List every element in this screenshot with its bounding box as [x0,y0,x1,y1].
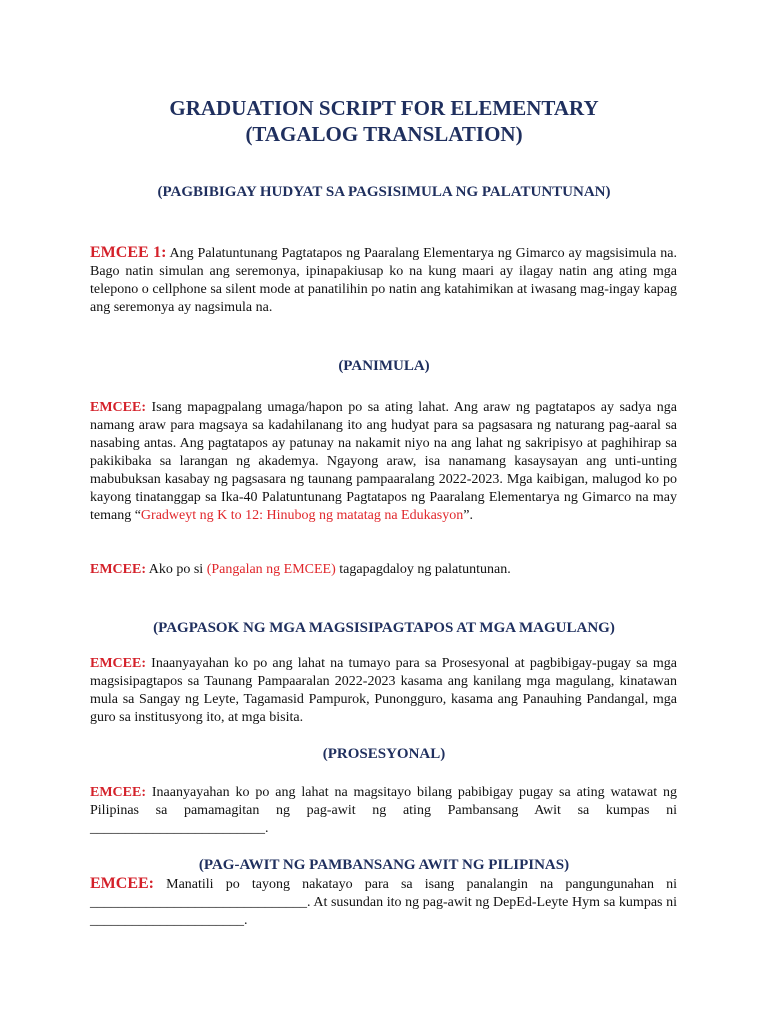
speaker-label: EMCEE: [90,785,146,800]
paragraph-text: Inaanyayahan ko po ang lahat na magsitayo bilang pabibigay pugay sa ating watawat ng Pilipinas sa pamamagitan ng pag-awit ng ating Pambansang Awit sa kumpas ni [90,785,678,818]
speaker-label: EMCEE: [90,875,154,892]
paragraph-prosesyonal [90,784,677,838]
paragraph-text-end: ”. [463,508,473,523]
heading-pag-awit: (PAG-AWIT NG PAMBANSANG AWIT NG PILIPINAS) [198,857,570,873]
heading-prosesyonal: (PROSESYONAL) [322,746,446,762]
paragraph-text: Isang mapagpalang umaga/hapon po sa ating lahat. Ang araw ng pagtatapos ay sadya nga namang araw para magsaya sa kadahilanang ito ang hudyat para sa pagsasara ng naturang pag-aaral sa nasabing antas. Ang pagtatapos ay patunay na nakamit niyo na ang lahat ng sakripisyo at paghihirap sa pakikibaka sa larangan ng akademya. Ngayong araw, isa nanamang kasaysayan ang unti-unting mabubuksan kasabay ng pagsasara ng taunang pampaaralang 2022-2023. Mga kaibigan, malugod ko po kayong tinatanggap sa Ika-40 Palatuntunang Pagtatapos ng Paaralang Elementarya ng Gimarco na may temang “ [90,400,678,523]
fill-in-blank-2: ______________________. [90,913,248,928]
fill-in-blank: _________________________. [90,821,269,836]
heading-panimula: (PANIMULA) [338,358,430,374]
document-title [0,95,768,147]
title-line-1: GRADUATION SCRIPT FOR ELEMENTARY [169,96,599,120]
paragraph-text: Ang Palatuntunang Pagtatapos ng Paaralang Elementarya ng Gimarco ay magsisimula na. Bago natin simulan ang seremonya, ipinapakiusap ko na kung maari ay ilagay natin ang ating mga telepono o cellphone sa silent mode at panatilihin po natin ang katahimikan at iwasang mag-ingay kapag ang seremonya ay nagsimula na. [90,246,678,315]
paragraph-emcee-name [90,561,677,579]
paragraph-pag-awit [90,875,677,930]
heading-pagpasok: (PAGPASOK NG MGA MAGSISIPAGTAPOS AT MGA MAGULANG) [153,620,615,636]
paragraph-text: Manatili po tayong nakatayo para sa isang panalangin na pangungunahan ni [166,877,678,892]
paragraph-text-end: tagapagdaloy ng palatuntunan. [339,562,511,577]
title-line-2: (TAGALOG TRANSLATION) [245,122,523,146]
fill-in-blank-1: _______________________________. [90,895,311,910]
paragraph-text: Ako po si [148,562,204,577]
speaker-label: EMCEE: [90,656,146,671]
paragraph-text: Inaanyayahan ko po ang lahat na tumayo para sa Prosesyonal at pagbibigay-pugay sa mga magsisipagtapos sa Taunang Pampaaralan 2022-2023 kasama ang kanilang mga magulang, kinatawan mula sa Sangay ng Leyte, Tagamasid Pampurok, Punongguro, kasama ang Panauhing Pandangal, mga guro sa institusyong ito, at mga bisita. [90,656,678,725]
speaker-label: EMCEE: [90,562,146,577]
heading-pagbibigay-hudyat: (PAGBIBIGAY HUDYAT SA PAGSISIMULA NG PALATUNTUNAN) [157,184,611,200]
theme-text: Gradweyt ng K to 12: Hinubog ng matatag na Edukasyon [140,508,464,523]
paragraph-emcee-1 [90,244,677,317]
emcee-name-placeholder: (Pangalan ng EMCEE) [206,562,336,577]
speaker-label: EMCEE: [90,400,146,415]
paragraph-panimula [90,399,677,525]
paragraph-text-2: At susundan ito ng pag-awit ng DepEd-Leyte Hym sa kumpas ni [313,895,677,910]
paragraph-pagpasok [90,655,677,727]
speaker-label: EMCEE 1: [90,244,167,261]
